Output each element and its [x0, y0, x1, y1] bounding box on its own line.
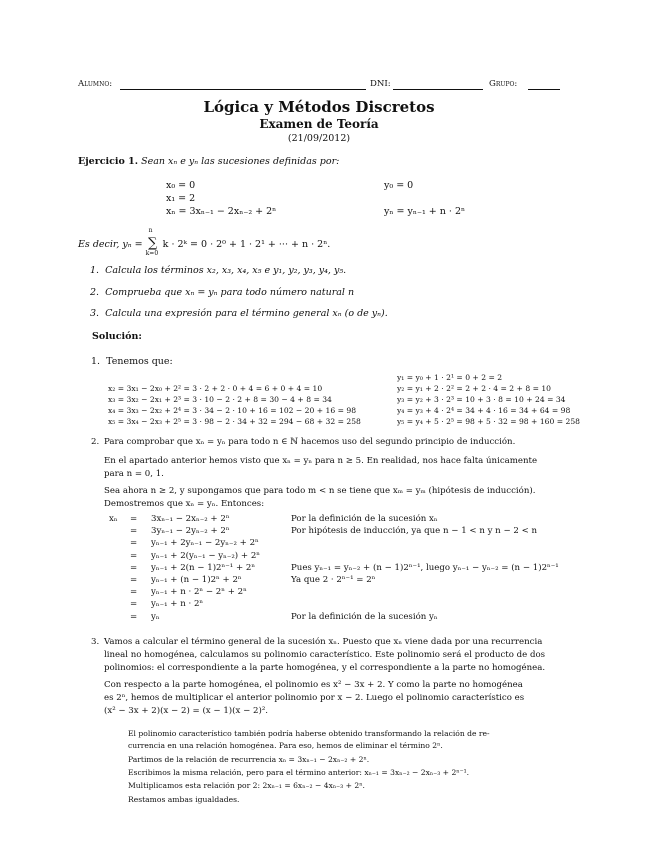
proof-eq-sign: =: [130, 526, 138, 537]
proof-justification: Pues yₙ₋₁ = yₙ₋₂ + (n − 1)2ⁿ⁻¹, luego yₙ₋₁ − yₙ₋₂ = (n − 1)2ⁿ⁻¹: [291, 562, 559, 573]
note-line-1: El polinomio característico también podría haberse obtenido transformando la relación de re-: [128, 729, 490, 738]
solution-number: 1.: [91, 356, 101, 367]
proof-eq-sign: =: [130, 550, 138, 561]
y-def-1: yₙ = yₙ₋₁ + n · 2ⁿ: [384, 206, 466, 217]
solution-3-line-6: (x² − 3x + 2)(x − 2) = (x − 1)(x − 2)².: [104, 706, 268, 716]
grupo-field[interactable]: [528, 89, 560, 90]
proof-expression: yₙ₋₁ + 2(yₙ₋₁ − yₙ₋₂) + 2ⁿ: [151, 550, 261, 561]
proof-eq-sign: =: [130, 587, 138, 598]
sum-operator: [145, 227, 160, 257]
exercise-heading: Ejercicio 1.: [78, 156, 139, 167]
x-term-3: x₃ = 3x₂ − 2x₁ + 2³ = 3 · 10 − 2 · 2 + 8 = 30 − 4 + 8 = 34: [108, 395, 332, 404]
proof-lhs: xₙ: [109, 514, 118, 524]
solution-1-intro: Tenemos que:: [106, 356, 173, 367]
y-term-4: y₄ = y₃ + 4 · 2⁴ = 34 + 4 · 16 = 34 + 64 = 98: [397, 406, 571, 415]
alumno-label: Alumno:: [78, 79, 113, 89]
solution-2-line-3: para n = 0, 1.: [104, 469, 164, 479]
proof-eq-sign: =: [130, 575, 138, 585]
sum-icon: ∑: [148, 236, 158, 251]
proof-expression: yₙ₋₁ + 2(n − 1)2ⁿ⁻¹ + 2ⁿ: [151, 562, 256, 573]
solution-3-line-2: lineal no homogénea, calculamos su polinomio característico. Este polinomio será el producto de dos: [104, 650, 546, 660]
note-line-3: Partimos de la relación de recurrencia xₙ = 3xₙ₋₁ − 2xₙ₋₂ + 2ⁿ.: [128, 755, 370, 764]
proof-eq-sign: =: [130, 514, 138, 524]
solution-3-number: 3.: [91, 637, 100, 647]
solution-2-line-4: Sea ahora n ≥ 2, y supongamos que para todo m < n se tiene que xₘ = yₘ (hipótesis de inducción).: [104, 486, 536, 496]
task-3: [90, 308, 388, 319]
y-term-3: y₃ = y₂ + 3 · 2³ = 10 + 3 · 8 = 10 + 24 = 34: [397, 395, 566, 404]
x-term-4: x₄ = 3x₃ − 2x₂ + 2⁴ = 3 · 34 − 2 · 10 + 16 = 102 − 20 + 16 = 98: [108, 406, 357, 415]
task-number: 1.: [90, 265, 100, 276]
solution-2-number: 2.: [91, 437, 100, 447]
x-term-5: x₅ = 3x₄ − 2x₃ + 2⁵ = 3 · 98 − 2 · 34 + 32 = 294 − 68 + 32 = 258: [108, 417, 361, 426]
task-text: Comprueba que xₙ = yₙ para todo número natural n: [105, 287, 355, 298]
page-title: Lógica y Métodos Discretos: [203, 98, 435, 116]
solution-1: [91, 356, 173, 367]
note-line-6: Restamos ambas igualdades.: [128, 795, 240, 804]
proof-expression: yₙ₋₁ + n · 2ⁿ − 2ⁿ + 2ⁿ: [151, 587, 247, 598]
task-number: 3.: [90, 308, 100, 319]
x-term-2: x₂ = 3x₁ − 2x₀ + 2² = 3 · 2 + 2 · 0 + 4 = 6 + 0 + 4 = 10: [108, 384, 323, 393]
y-term-2: y₂ = y₁ + 2 · 2² = 2 + 2 · 4 = 2 + 8 = 10: [397, 384, 552, 393]
proof-expression: yₙ: [151, 611, 160, 622]
solution-heading: Solución:: [92, 331, 142, 342]
y-term-5: y₅ = y₄ + 5 · 2⁵ = 98 + 5 · 32 = 98 + 160 = 258: [397, 417, 580, 426]
y-term-1: y₁ = y₀ + 1 · 2¹ = 0 + 2 = 2: [397, 373, 503, 382]
exam-date: (21/09/2012): [287, 133, 351, 144]
exercise-statement: [78, 156, 339, 167]
es-decir-line: [78, 227, 331, 257]
proof-expression: yₙ₋₁ + n · 2ⁿ: [151, 599, 204, 610]
proof-justification: Ya que 2 · 2ⁿ⁻¹ = 2ⁿ: [291, 575, 376, 585]
x-def-2: xₙ = 3xₙ₋₁ − 2xₙ₋₂ + 2ⁿ: [166, 206, 277, 217]
proof-eq-sign: =: [130, 611, 138, 622]
solution-2-line-2: En el apartado anterior hemos visto que xₙ = yₙ para n ≥ 5. En realidad, nos hace falta únicamente: [104, 456, 538, 466]
proof-justification: Por hipótesis de inducción, ya que n − 1 < n y n − 2 < n: [291, 526, 538, 537]
proof-expression: 3xₙ₋₁ − 2xₙ₋₂ + 2ⁿ: [151, 514, 230, 524]
x-def-0: x₀ = 0: [166, 180, 196, 191]
sum-top: n: [148, 227, 153, 234]
solution-3-line-4: Con respecto a la parte homogénea, el polinomio es x² − 3x + 2. Y como la parte no homogénea: [104, 680, 523, 690]
proof-justification: Por la definición de la sucesión xₙ: [291, 514, 438, 524]
solution-3-line-3: polinomios: el correspondiente a la parte homogénea, y el correspondiente a la parte no homogénea.: [104, 663, 546, 673]
note-line-4: Escribimos la misma relación, pero para el término anterior: xₙ₋₁ = 3xₙ₋₂ − 2xₙ₋₃ + 2ⁿ⁻¹.: [128, 768, 470, 777]
task-number: 2.: [90, 287, 100, 298]
alumno-field[interactable]: [120, 89, 366, 90]
note-line-5: Multiplicamos esta relación por 2: 2xₙ₋₁ = 6xₙ₋₂ − 4xₙ₋₃ + 2ⁿ.: [128, 781, 365, 790]
proof-expression: yₙ₋₁ + (n − 1)2ⁿ + 2ⁿ: [151, 575, 242, 585]
task-2: [90, 287, 354, 298]
solution-3-line-5: es 2ⁿ, hemos de multiplicar el anterior polinomio por x − 2. Luego el polinomio característico es: [104, 693, 525, 703]
proof-expression: 3yₙ₋₁ − 2yₙ₋₂ + 2ⁿ: [151, 526, 230, 537]
task-text: Calcula los términos x₂, x₃, x₄, x₅ e y₁, y₂, y₃, y₄, y₅.: [105, 265, 347, 276]
grupo-label: Grupo:: [489, 79, 518, 89]
note-line-2: currencia en una relación homogénea. Para eso, hemos de eliminar el término 2ⁿ.: [128, 741, 443, 750]
solution-3-line-1: Vamos a calcular el término general de la sucesión xₙ. Puesto que xₙ viene dada por una recurrencia: [104, 637, 543, 647]
y-def-0: y₀ = 0: [384, 180, 414, 191]
proof-justification: Por la definición de la sucesión yₙ: [291, 611, 438, 622]
task-1: [90, 265, 346, 276]
solution-2-line-1: Para comprobar que xₙ = yₙ para todo n ∈ ℕ hacemos uso del segundo principio de inducción.: [104, 437, 516, 447]
dni-label: DNI:: [370, 79, 391, 89]
es-decir-prefix: Es decir, yₙ =: [78, 239, 146, 250]
es-decir-rest: k · 2ᵏ = 0 · 2⁰ + 1 · 2¹ + ··· + n · 2ⁿ.: [159, 239, 331, 250]
page-subtitle: Examen de Teoría: [259, 117, 379, 131]
proof-expression: yₙ₋₁ + 2yₙ₋₁ − 2yₙ₋₂ + 2ⁿ: [151, 538, 259, 549]
solution-2-line-5: Demostremos que xₙ = yₙ. Entonces:: [104, 499, 265, 509]
dni-field[interactable]: [393, 89, 483, 90]
proof-eq-sign: =: [130, 562, 138, 573]
x-def-1: x₁ = 2: [166, 193, 196, 204]
exercise-intro: Sean xₙ e yₙ las sucesiones definidas por:: [141, 156, 340, 167]
sum-bottom: k=0: [145, 250, 159, 257]
proof-eq-sign: =: [130, 538, 138, 549]
task-text: Calcula una expresión para el término general xₙ (o de yₙ).: [105, 308, 388, 319]
proof-eq-sign: =: [130, 599, 138, 610]
